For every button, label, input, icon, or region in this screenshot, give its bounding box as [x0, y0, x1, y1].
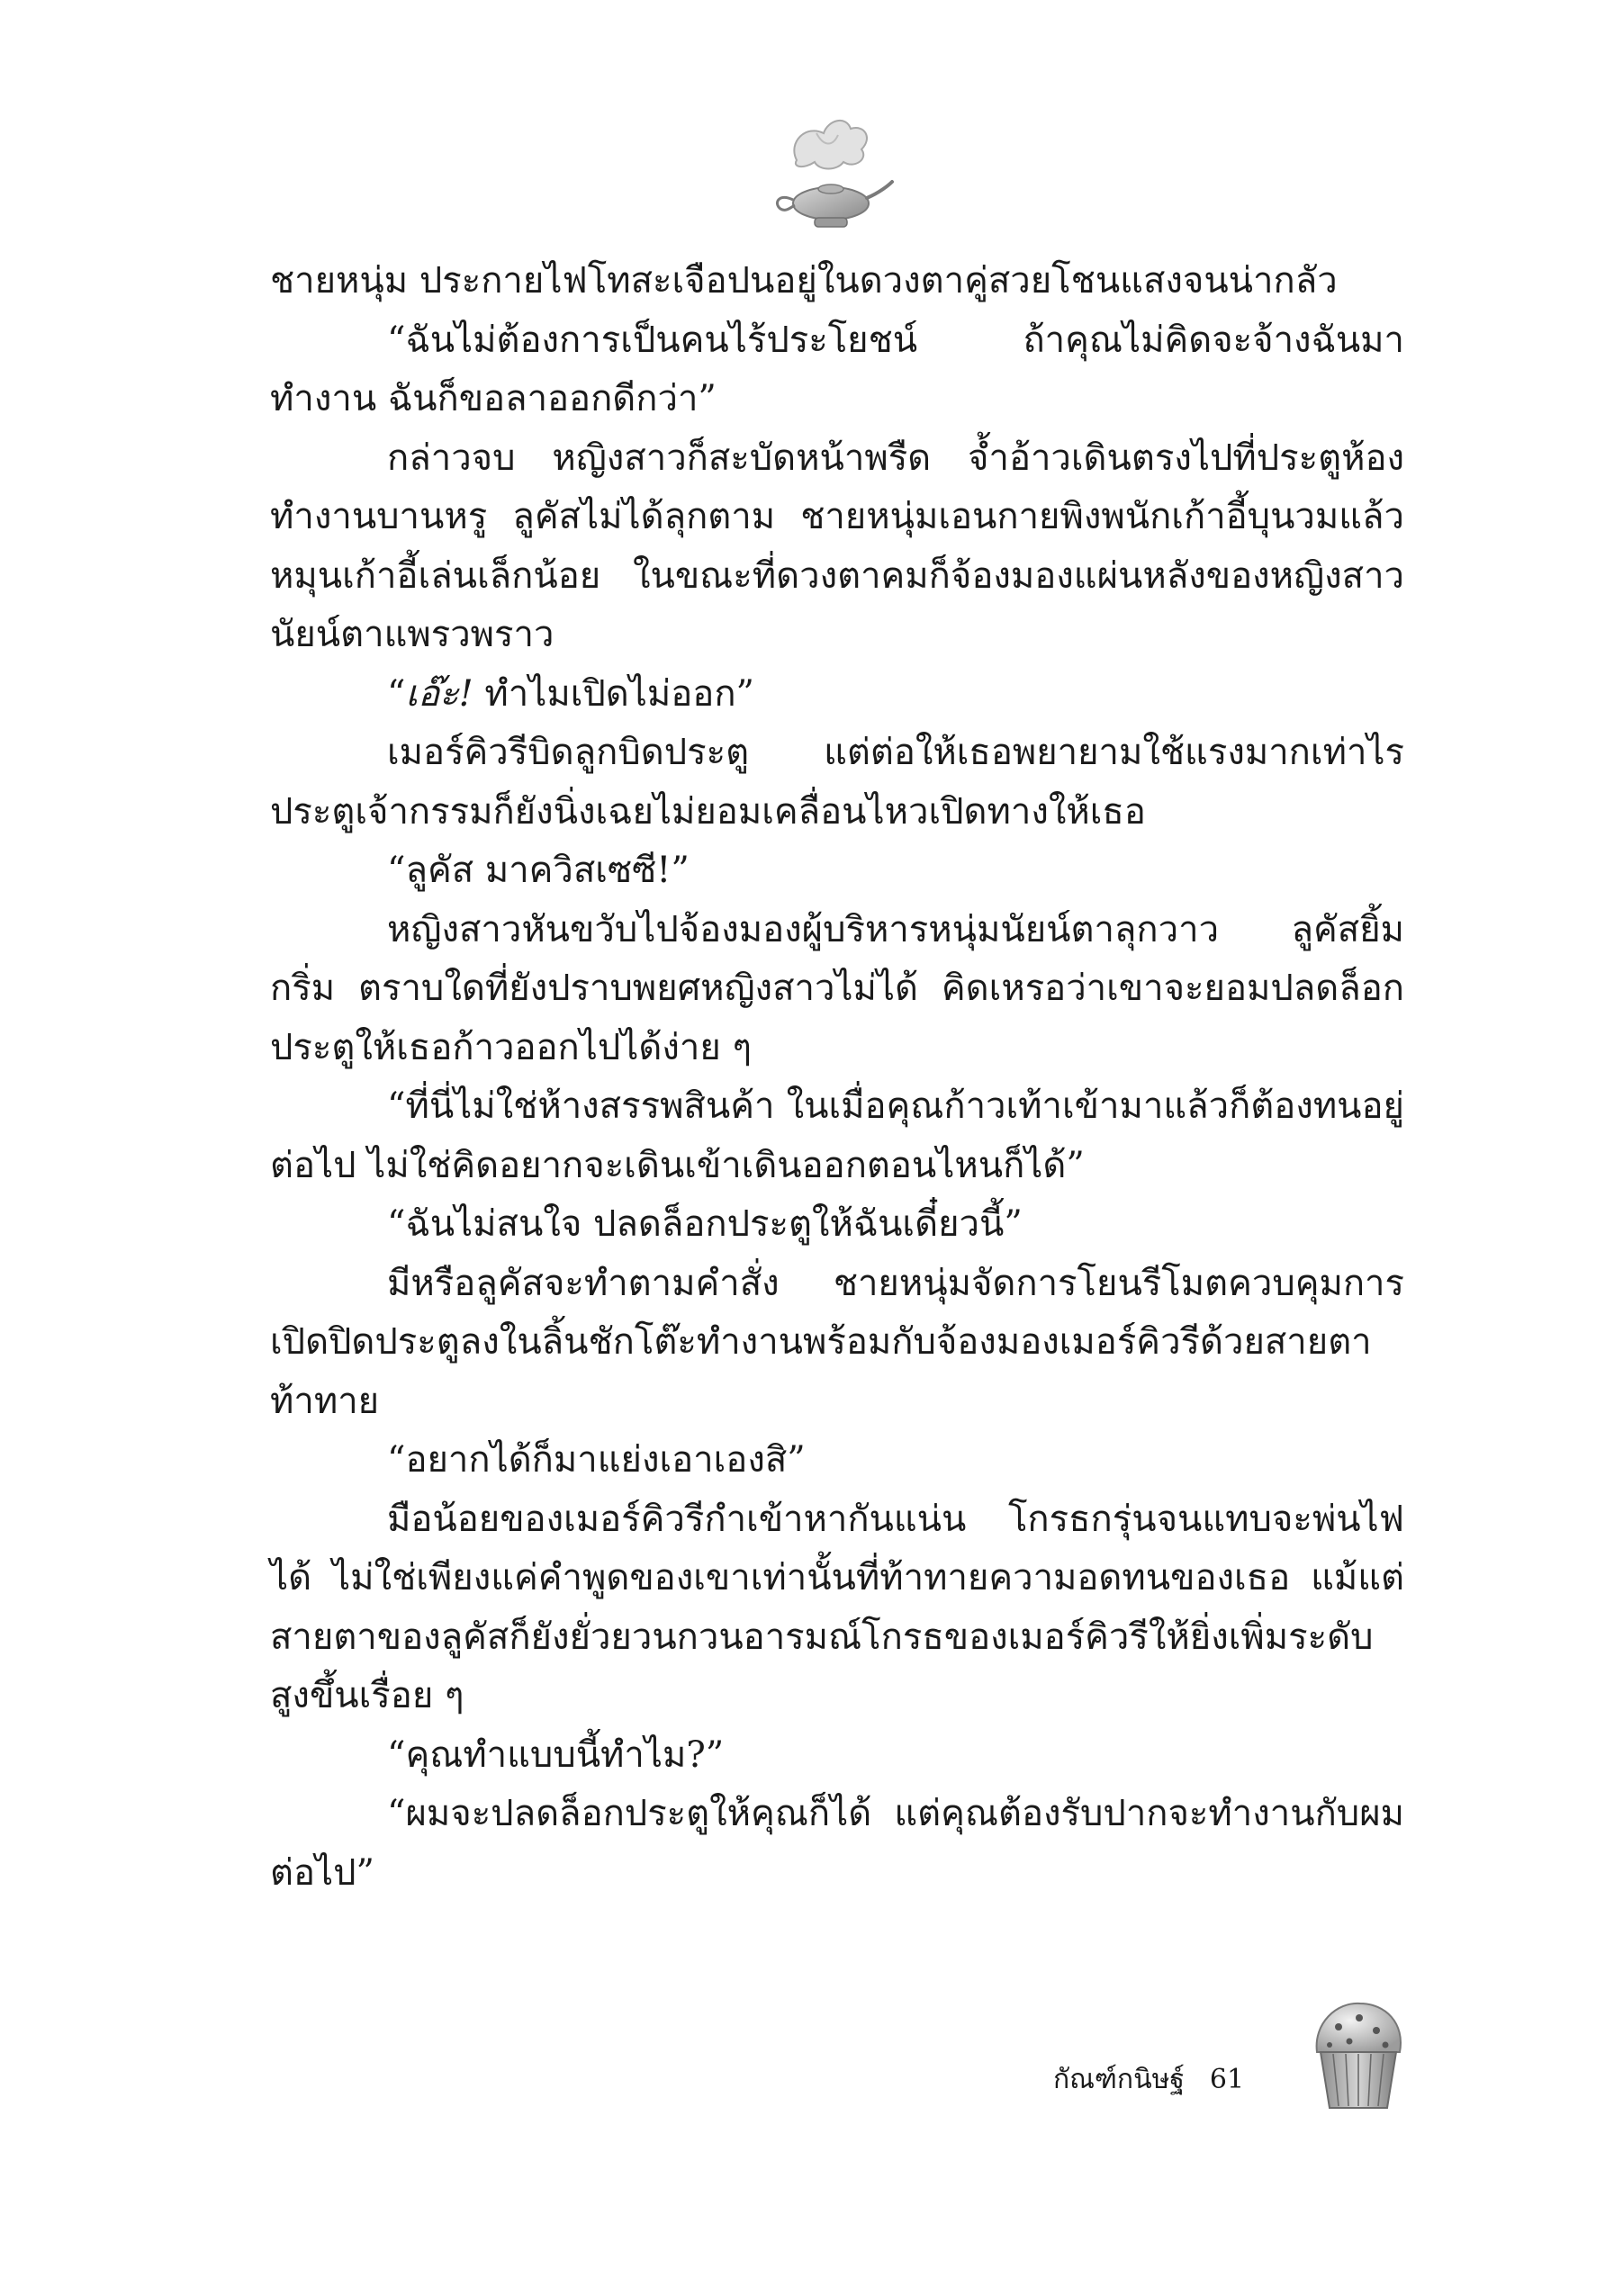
paragraph-text: กล่าวจบ หญิงสาวก็สะบัดหน้าพรืด จ้ำอ้าวเดินตรงไปที่ประตูห้องทำงานบานหรู ลูคัสไม่ได้ลุกตาม ชายหนุ่มเอนกายพิงพนักเก้าอี้บุนวมแล้วหมุนเก้าอี้เล่นเล็กน้อย ในขณะที่ดวงตาคมก็จ้องมองแผ่นหลังของหญิงสาวนัยน์ตาแพรวพราว: [270, 437, 1404, 655]
paragraph: [270, 842, 1404, 901]
teapot-ornament-icon: [761, 106, 896, 241]
paragraph: [270, 1431, 1404, 1490]
paragraph: [270, 1195, 1404, 1255]
paragraph: [270, 1726, 1404, 1786]
paragraph-text: “: [387, 672, 406, 715]
page-footer: [1053, 2058, 1244, 2101]
paragraph-text: “คุณทำแบบนี้ทำไม?”: [387, 1733, 725, 1776]
paragraph: [270, 1255, 1404, 1432]
paragraph-text: “ที่นี่ไม่ใช่ห้างสรรพสินค้า ในเมื่อคุณก้าวเท้าเข้ามาแล้วก็ต้องทนอยู่ต่อไป ไม่ใช่คิดอยากจะเดินเข้าเดินออกตอนไหนก็ได้”: [270, 1085, 1404, 1186]
paragraph-text: มือน้อยของเมอร์คิวรีกำเข้าหากันแน่น โกรธกรุ่นจนแทบจะพ่นไฟได้ ไม่ใช่เพียงแค่คำพูดของเขาเท่านั้นที่ท้าทายความอดทนของเธอ แม้แต่สายตาของลูคัสก็ยังยั่วยวนกวนอารมณ์โกรธของเมอร์คิวรีให้ยิ่งเพิ่มระดับสูงขึ้นเรื่อย ๆ: [270, 1498, 1404, 1716]
paragraph: [270, 311, 1404, 429]
paragraph: [270, 1077, 1404, 1195]
paragraph-text: มีหรือลูคัสจะทำตามคำสั่ง ชายหนุ่มจัดการโยนรีโมตควบคุมการเปิดปิดประตูลงในลิ้นชักโต๊ะทำงานพร้อมกับจ้องมองเมอร์คิวรีด้วยสายตาท้าทาย: [270, 1262, 1404, 1422]
paragraph-text: “ลูคัส มาควิสเซซี!”: [387, 850, 690, 891]
paragraph-text: หญิงสาวหันขวับไปจ้องมองผู้บริหารหนุ่มนัยน์ตาลุกวาว ลูคัสยิ้มกริ่ม ตราบใดที่ยังปราบพยศหญิงสาวไม่ได้ คิดเหรอว่าเขาจะยอมปลดล็อกประตูให้เธอก้าวออกไปได้ง่าย ๆ: [270, 908, 1404, 1068]
author-name: กัณฑ์กนิษฐ์: [1053, 2064, 1185, 2095]
paragraph-text: ชายหนุ่ม ประกายไฟโทสะเจือปนอยู่ในดวงตาคู่สวยโชนแสงจนน่ากลัว: [270, 260, 1338, 302]
paragraph-text: “อยากได้ก็มาแย่งเอาเองสิ”: [387, 1439, 806, 1481]
paragraph: [270, 724, 1404, 842]
paragraph-text: “ฉันไม่สนใจ ปลดล็อกประตูให้ฉันเดี๋ยวนี้”: [387, 1203, 1023, 1245]
paragraph: [270, 1490, 1404, 1726]
paragraph-text: ทำไมเปิดไม่ออก”: [473, 672, 754, 715]
story-text: [270, 252, 1404, 1903]
muffin-icon: [1310, 1996, 1407, 2113]
paragraph: [270, 1785, 1404, 1903]
paragraph: [270, 901, 1404, 1078]
paragraph-text: “ผมจะปลดล็อกประตูให้คุณก็ได้ แต่คุณต้องรับปากจะทำงานกับผมต่อไป”: [270, 1793, 1404, 1894]
paragraph: [270, 429, 1404, 665]
page-number: 61: [1209, 2064, 1245, 2095]
emphasized-text: เอ๊ะ!: [405, 672, 473, 715]
paragraph-text: เมอร์คิวรีบิดลูกบิดประตู แต่ต่อให้เธอพยายามใช้แรงมากเท่าไร ประตูเจ้ากรรมก็ยังนิ่งเฉยไม่ยอมเคลื่อนไหวเปิดทางให้เธอ: [270, 732, 1404, 833]
paragraph-text: “ฉันไม่ต้องการเป็นคนไร้ประโยชน์ ถ้าคุณไม่คิดจะจ้างฉันมาทำงาน ฉันก็ขอลาออกดีกว่า”: [270, 319, 1404, 419]
paragraph: [270, 252, 1404, 311]
paragraph: [270, 665, 1404, 725]
